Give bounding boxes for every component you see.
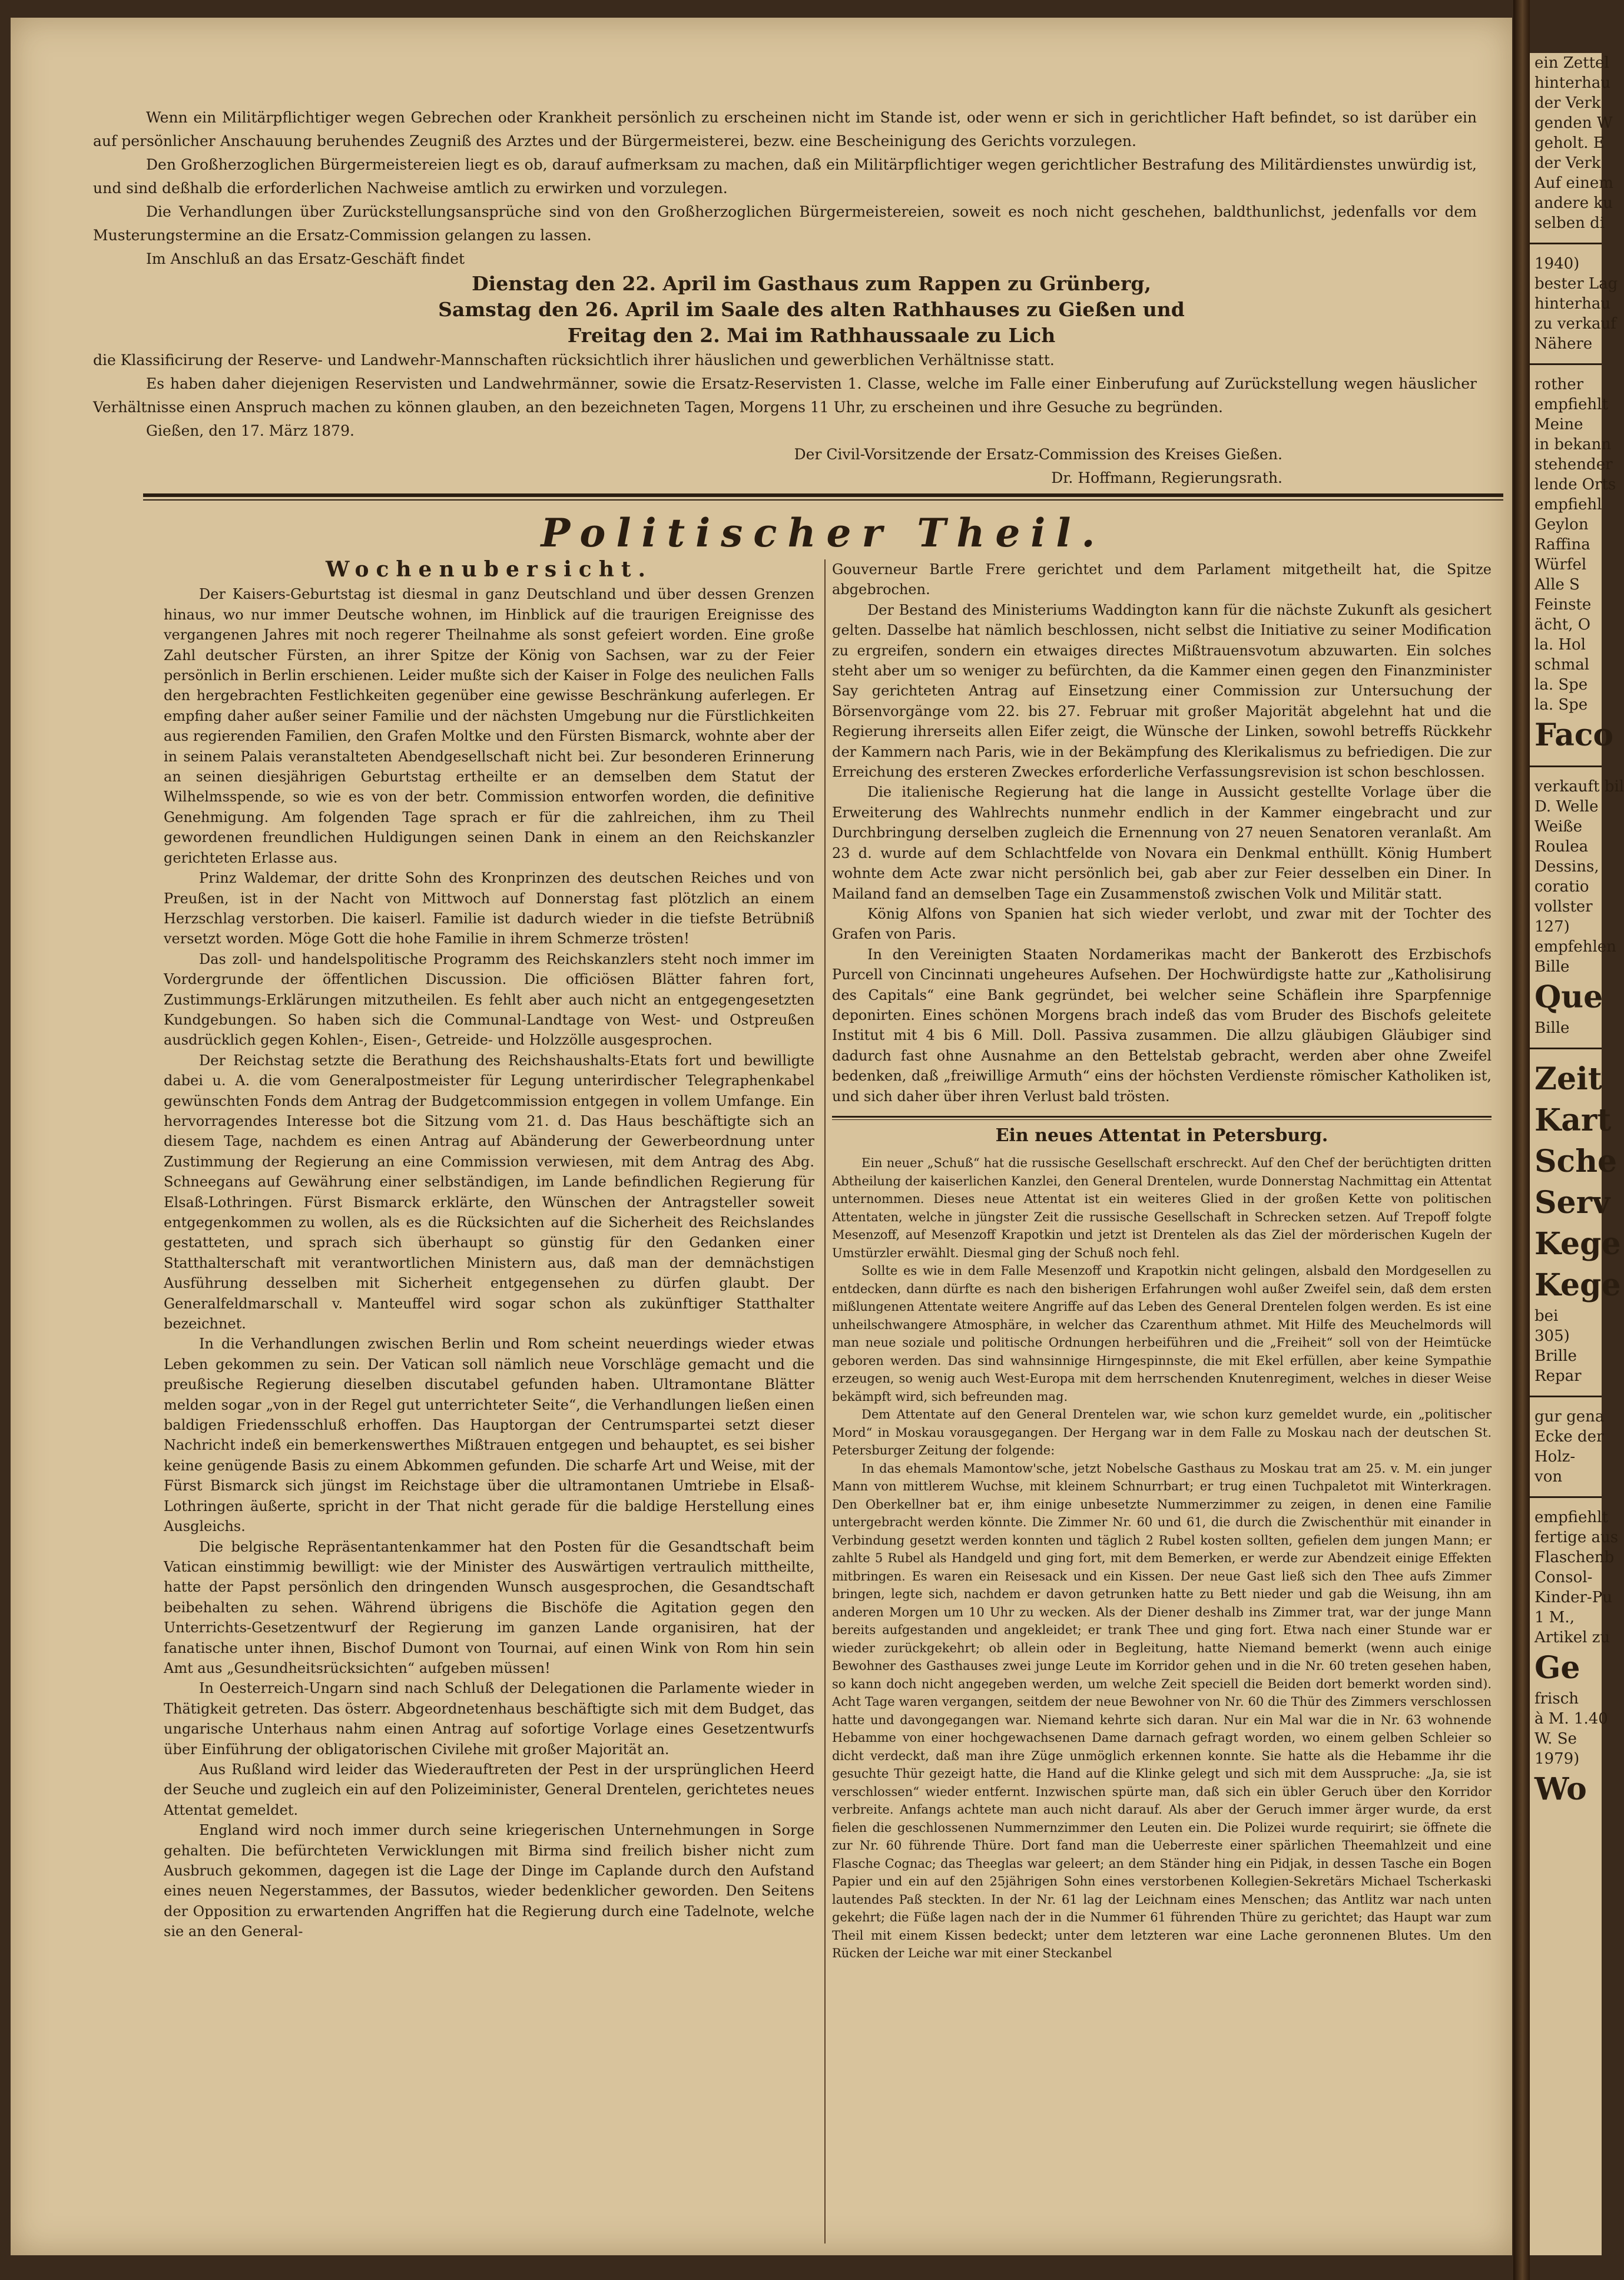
adjacent-page-fragment: Geylon (1534, 516, 1589, 533)
weekly-review-heading: Wochenubersicht. (325, 557, 653, 582)
adjacent-page-fragment: à M. 1.40 (1534, 1710, 1608, 1728)
adjacent-page-fragment: Serv (1534, 1185, 1610, 1221)
adjacent-page-fragment: von (1534, 1468, 1563, 1486)
adjacent-page-fragment: Sche (1534, 1144, 1618, 1179)
adjacent-page-fragment: Bille (1534, 958, 1570, 976)
thick-divider (143, 493, 1503, 497)
weekly-paragraph: Prinz Waldemar, der dritte Sohn des Kronprinzen des deutschen Reiches und von Preußen, ist in der Nacht von Mittwoch auf Donnerstag fast plötzlich an einem Herzschlag verstorben. Die kaiserl. Familie ist dadurch wieder in die tiefste Betrübniß versetzt worden. Möge Gott die hohe Familie in ihrem Schmerze trösten! (164, 870, 814, 947)
adjacent-page-fragment: 127) (1534, 918, 1570, 936)
adjacent-page-fragment: Kege (1534, 1267, 1621, 1303)
weekly-review-column (164, 559, 814, 1942)
adjacent-page-rule (1530, 243, 1602, 244)
adjacent-page-fragment: bei (1534, 1307, 1559, 1325)
weekly-paragraph: Die italienische Regierung hat die lange in Aussicht gestellte Vorlage über die Erweiterung des Wahlrechts nunmehr endlich in der Kammer eingebracht und zur Durchbringung derselben zugleich die Ernennung von 27 neuen Senatoren veranlaßt. Am 23 d. wurde auf dem Schlachtfelde von Novara ein Denkmal enthüllt. König Humbert wohnte dem Acte zwar nicht persönlich bei, gab aber zur Feier desselben ein Diner. In Mailand fand an demselben Tage ein Zusammenstoß zwischen Volk und Militär statt. (832, 784, 1492, 902)
adjacent-page-rule (1530, 1496, 1602, 1498)
adjacent-page-fragment: 305) (1534, 1327, 1570, 1345)
adjacent-page-fragment: Consol- (1534, 1569, 1593, 1586)
notice-classification: die Klassificirung der Reserve- und Landwehr-Mannschaften rücksichtlich ihrer häuslichen und gewerblichen Verhältnisse statt. (93, 352, 1055, 369)
adjacent-page-fragment: stehender (1534, 456, 1613, 473)
adjacent-page-fragment: Kinder-Pu (1534, 1589, 1612, 1606)
adjacent-page-fragment: fertige aus (1534, 1529, 1619, 1546)
weekly-paragraph: England wird noch immer durch seine kriegerischen Unternehmungen in Sorge gehalten. Die befürchteten Verwicklungen mit Birma sind freilich bisher nicht zum Ausbruch gekommen, dagegen ist die Lage der Dinge im Caplande durch den Aufstand eines neuen Negerstammes, der Bassutos, wieder bedenklicher geworden. Den Seitens der Opposition zu erwartenden Angriffen hat die Regierung durch eine Tadelnote, welche sie an den General- (164, 1822, 814, 1940)
weekly-paragraph: Die belgische Repräsentantenkammer hat den Posten für die Gesandtschaft beim Vatican einstimmig bewilligt: wie der Minister des Auswärtigen vertraulich mittheilte, hatte der Papst persönlich den dringenden Wunsch ausgesprochen, die Gesandtschaft beibehalten zu sehen. Während übrigens die Bischöfe die Agitation gegen den Unterrichts-Gesetzentwurf der Regierung im ganzen Lande organisiren, hat der fanatische unter ihnen, Bischof Dumont von Tournai, auf einen Wink von Rom hin sein Amt aus „Gesundheitsrücksichten“ aufgeben müssen! (164, 1538, 814, 1676)
weekly-paragraph: Das zoll- und handelspolitische Programm des Reichskanzlers steht noch immer im Vordergrunde der öffentlichen Discussion. Die officiösen Blätter fahren fort, Zustimmungs-Erklärungen mitzutheilen. Es fehlt aber auch nicht an entgegengesetzten Kundgebungen. So haben sich die Communal-Landtage von West- und Ostpreußen ausdrücklich gegen Kohlen-, Eisen-, Getreide- und Holzzölle ausgesprochen. (164, 950, 814, 1049)
adjacent-page-fragment: Repar (1534, 1367, 1582, 1385)
adjacent-page-fragment: 1940) (1534, 255, 1580, 273)
weekly-paragraph: König Alfons von Spanien hat sich wieder verlobt, und zwar mit der Tochter des Grafen von Paris. (832, 905, 1492, 943)
notice-paragraph: Im Anschluß an das Ersatz-Geschäft findet (146, 250, 465, 267)
adjacent-page-fragment: Feinste (1534, 596, 1592, 614)
weekly-paragraph: Aus Rußland wird leider das Wiederauftreten der Pest in der ursprünglichen Heerd der Seuche und zugleich ein auf den Polizeiminister, General Drentelen, gerichtetes neues Attentat gemeldet. (164, 1761, 814, 1818)
adjacent-page-fragment: Brille (1534, 1347, 1577, 1365)
adjacent-page-fragment: hinterhau (1534, 295, 1611, 313)
adjacent-page-fragment: la. Hol (1534, 636, 1586, 654)
article-divider (832, 1119, 1492, 1120)
adjacent-page-fragment: gur gena (1534, 1408, 1605, 1426)
adjacent-page-fragment: ächt, O (1534, 616, 1591, 634)
adjacent-page-fragment: Würfel (1534, 556, 1587, 574)
official-notice (93, 106, 1477, 490)
adjacent-page-fragment: Meine (1534, 416, 1583, 433)
adjacent-page-fragment: andere ku (1534, 194, 1613, 212)
adjacent-page-fragment: empfiehl (1534, 496, 1602, 513)
adjacent-page-fragment: Auf einem (1534, 174, 1613, 192)
adjacent-page-fragment: selben di (1534, 214, 1605, 232)
adjacent-page-fragment: der Verk (1534, 154, 1601, 172)
article-paragraph: In das ehemals Mamontow'sche, jetzt Nobelsche Gasthaus zu Moskau trat am 25. v. M. ein junger Mann von mittlerem Wuchse, mit kleinem Schnurrbart; er trug einen Tuchpaletot mit Winterkragen. Den Oberkellner bat er, ihm einige unbesetzte Nummerzimmer zu zeigen, in denen eine Familie untergebracht werden könnte. Die Zimmer Nr. 60 und 61, die durch die Zwischenthür mit einander in Verbindung gesetzt werden konnten und täglich 2 Rubel kosten sollten, gefielen dem jungen Mann; er zahlte 5 Rubel als Handgeld und ging fort, mit dem Bemerken, er werde zur Abendzeit einige Effekten mitbringen. Es waren ein Reisesack und ein Kissen. Der neue Gast ließ sich den Thee aufs Zimmer bringen, legte sich, nachdem er davon getrunken hatte zu Bett nieder und gab die Weisung, ihn am anderen Morgen um 10 Uhr zu wecken. Als der Diener deshalb ins Zimmer trat, war der junge Mann bereits aufgestanden und angekleidet; er trank Thee und ging fort. Etwa nach einer Stunde war er wieder zurückgekehrt; ob allein oder in Begleitung, hatte Niemand bemerkt (wenn auch einige Bewohner des Gasthauses zwei junge Leute im Korridor gehen und in die Nr. 60 treten gesehen haben, so kann doch nicht angegeben werden, um welche Zeit speciell die Beiden dort bemerkt worden sind). Acht Tage waren vergangen, seitdem der neue Bewohner von Nr. 60 die Thür des Zimmers verschlossen hatte und davongegangen war. Niemand kehrte sich daran. Nur ein Mal war die in Nr. 63 wohnende Hebamme von einer hochgewachsenen Dame darnach gefragt worden, wo einem gelben Schleier so dicht verdeckt, daß man ihre Züge unmöglich erkennen konnte. Sie hatte als die Hebamme ihr die gesuchte Thür gezeigt hatte, die Hand auf die Klinke gelegt und sich mit dem Ausspruche: „Ja, sie ist verschlossen“ wieder entfernt. Inzwischen spürte man, daß sich ein übler Geruch über den Korridor verbreite. Anfangs achtete man auch nicht darauf. Als aber der Geruch immer ärger wurde, da erst fielen die geschlossenen Nummernzimmer den Leuten ein. Die Polizei wurde requirirt; sie öffnete die zur Nr. 60 führende Thüre. Dort fand man die Ueberreste einer spärlichen Theemahlzeit und eine Flasche Cognac; das Theeglas war geleert; an dem Ständer hing ein Pidjak, in dessen Tasche ein Bogen Papier und ein auf den 25jährigen Sohn eines verstorbenen Kollegien-Sekretärs Michael Tscherkaski lautendes Paß steckten. In der Nr. 61 lag der Leichnam eines Menschen; das Antlitz war nach unten gekehrt; die Füße lagen nach der in die Nummer 61 führenden Thüre zu gerichtet; das Haupt war zum Theil mit einem Kissen bedeckt; unter dem letzteren war eine Lache geronnenen Blutes. Um den Rücken der Leiche war mit einer Steckanbel (832, 1461, 1492, 1961)
adjacent-page-fragment: Zeit (1534, 1061, 1602, 1097)
weekly-paragraph: In Oesterreich-Ungarn sind nach Schluß der Delegationen die Parlamente wieder in Thätigkeit getreten. Das österr. Abgeordnetenhaus beschäftigte sich mit dem Budget, das ungarische Unterhaus nahm einen Antrag auf sofortige Vorlage eines Gesetzentwurfs über Einführung der obligatorischen Civilehe mit großer Majorität an. (164, 1680, 814, 1758)
adjacent-page-fragment: Wo (1534, 1771, 1587, 1807)
adjacent-page-fragment: der Verk (1534, 94, 1601, 112)
notice-paragraph: Wenn ein Militärpflichtiger wegen Gebrechen oder Krankheit persönlich zu erscheinen nicht im Stande ist, oder wenn er sich in gerichtlicher Haft befindet, so ist darüber ein auf persönlicher Anschauung beruhendes Zeugniß des Arztes und der Bürgermeisterei, bezw. eine Bescheinigung des Gerichts vorzulegen. (93, 109, 1477, 150)
adjacent-page-fragment: geholt. E (1534, 134, 1605, 152)
article-paragraph: Ein neuer „Schuß“ hat die russische Gesellschaft erschreckt. Auf den Chef der berüchtigten dritten Abtheilung der kaiserlichen Kanzlei, den General Drentelen, wurde Donnerstag Nachmittag ein Attentat unternommen. Dieses neue Attentat ist ein weiteres Glied in der großen Kette von politischen Attentaten, welche in jüngster Zeit die russische Gesellschaft in Schrecken setzen. Auf Trepoff folgte Mesenzoff, auf Mesenzoff Krapotkin und jetzt ist Drentelen als das Ziel der mörderischen Kugeln der Umstürzler erwählt. Diesmal ging der Schuß noch fehl. (832, 1156, 1492, 1260)
weekly-paragraph: Gouverneur Bartle Frere gerichtet und dem Parlament mitgetheilt hat, die Spitze abgebrochen. (832, 561, 1492, 598)
weekly-paragraph: In den Vereinigten Staaten Nordamerikas macht der Bankerott des Erzbischofs Purcell von Cincinnati ungeheures Aufsehen. Der Hochwürdigste hatte zur „Katholisirung des Capitals“ eine Bank gegründet, bei welcher seine Schäflein ihre Sparpfennige deponirten. Eines schönen Morgens brach indeß das vom Bruder des Bischofs geleitete Institut mit 4 bis 6 Mill. Doll. Passiva zusammen. Die allzu gläubigen Gläubiger sind dadurch fast ohne Ausnahme an den Bettelstab gebracht, werden aber ohne Zweifel bedenken, daß „freiwillige Armuth“ eins der höchsten Verdienste römischer Katholiken ist, und sich daher über ihren Verlust bald trösten. (832, 946, 1492, 1105)
adjacent-page-fragment: hinterhau (1534, 74, 1611, 92)
adjacent-page-fragment: empfiehlt (1534, 396, 1608, 413)
adjacent-page-rule (1530, 765, 1602, 767)
adjacent-page (1530, 53, 1624, 2255)
article-paragraph: Dem Attentate auf den General Drentelen war, wie schon kurz gemeldet wurde, ein „politischer Mord“ in Moskau vorausgegangen. Der Hergang war in dem Falle zu Moskau nach der deutschen St. Petersburger Zeitung der folgende: (832, 1407, 1492, 1458)
adjacent-page-fragment: lende Orts (1534, 476, 1616, 493)
adjacent-page-fragment: Flaschenb (1534, 1549, 1615, 1566)
adjacent-page-fragment: Alle S (1534, 576, 1580, 594)
adjacent-page-fragment: coratio (1534, 878, 1589, 896)
adjacent-page-fragment: zu verkauf (1534, 315, 1616, 333)
right-column (832, 559, 1492, 1963)
adjacent-page-fragment: Roulea (1534, 838, 1589, 856)
book-binding (1513, 0, 1530, 2280)
adjacent-page-rule (1530, 1396, 1602, 1397)
weekly-paragraph: Der Bestand des Ministeriums Waddington kann für die nächste Zukunft als gesichert gelten. Dasselbe hat nämlich beschlossen, nicht selbst die Initiative zu seiner Modification zu ergreifen, sondern ein etwaiges directes Mißtrauensvotum abzuwarten. Ein solches steht aber um so weniger zu befürchten, da die Kammer einen gegen den Finanzminister Say gerichteten Antrag auf Einsetzung einer Commission zur Untersuchung der Börsenvorgänge vom 22. bis 27. Februar mit großer Majorität abgelehnt hat und die Regierung ihrerseits allen Eifer zeigt, die Wünsche der Linken, sowohl betreffs Rückkehr der Kammern nach Paris, wie in der Bekämpfung des Klerikalismus zu befriedigen. Die zur Erreichung des ersteren Zweckes erforderliche Verfassungsrevision ist schon beschlossen. (832, 601, 1492, 781)
adjacent-page-fragment: la. Spe (1534, 696, 1588, 714)
notice-invitation: Es haben daher diejenigen Reservisten und Landwehrmänner, sowie die Ersatz-Reservisten 1. Classe, welche im Falle einer Einberufung auf Zurückstellung wegen häuslicher Verhältnisse einen Anspruch machen zu können glauben, an den bezeichneten Tagen, Morgens 11 Uhr, zu erscheinen und ihre Gesuche zu begründen. (93, 375, 1477, 416)
notice-date: Freitag den 2. Mai im Rathhaussaale zu Lich (567, 324, 1056, 347)
adjacent-page-fragment: schmal (1534, 656, 1590, 674)
article-divider (832, 1116, 1492, 1118)
weekly-paragraph: In die Verhandlungen zwischen Berlin und Rom scheint neuerdings wieder etwas Leben gekommen zu sein. Der Vatican soll nämlich neue Vorschläge gemacht und die preußische Regierung dieselben discutabel gefunden haben. Ultramontane Blätter melden sogar „von in der Regel gut unterrichteter Seite“, die Verhandlungen ließen einen baldigen Friedensschluß erhoffen. Das Hauptorgan der Centrumspartei setzt dieser Nachricht indeß ein bemerkenswerthes Mißtrauen entgegen und behauptet, es sei bisher keine genügende Basis zu einem Abkommen gefunden. Die scharfe Art und Weise, mit der Fürst Bismarck sich jüngst im Reichstage über die ultramontanen Umtriebe in Elsaß-Lothringen äußerte, spricht in der That nicht gerade für die baldige Herstellung eines Ausgleichs. (164, 1335, 814, 1535)
adjacent-page-fragment: Kege (1534, 1226, 1621, 1262)
adjacent-page-fragment: Raffina (1534, 536, 1590, 554)
adjacent-page-fragment: Bille (1534, 1019, 1570, 1037)
article-body (832, 1154, 1492, 1963)
section-title: Politischer Theil. (541, 510, 1106, 556)
notice-signature: Dr. Hoffmann, Regierungsrath. (1051, 469, 1282, 486)
notice-paragraph: Den Großherzoglichen Bürgermeistereien liegt es ob, darauf aufmerksam zu machen, daß ein Militärpflichtiger wegen gerichtlicher Bestrafung des Militärdienstes unwürdig ist, und sind deßhalb die erforderlichen Nachweise amtlich zu erwirken und vorzulegen. (93, 156, 1477, 197)
adjacent-page-fragment: Holz- (1534, 1448, 1576, 1466)
adjacent-page-fragment: Dessins, (1534, 858, 1599, 876)
weekly-paragraph: Der Kaisers-Geburtstag ist diesmal in ganz Deutschland und über dessen Grenzen hinaus, wo nur immer Deutsche wohnen, im Hinblick auf die traurigen Ereignisse des vergangenen Jahres mit noch regerer Theilnahme als sonst gefeiert worden. Eine große Zahl deutscher Fürsten, an ihrer Spitze der König von Sachsen, war zu der Feier persönlich in Berlin erschienen. Leider mußte sich der Kaiser in Folge des neulichen Falls den hergebrachten Festlichkeiten gegenüber eine gewisse Beschränkung auferlegen. Er empfing daher außer seiner Familie und der nächsten Umgebung nur die Fürstlichkeiten aus regierenden Familien, den Grafen Moltke und den Fürsten Bismarck, wohnte aber der in seinem Palais veranstalteten Abendgesellschaft nicht bei. Zur besonderen Erinnerung an seinen diesjährigen Geburtstag ertheilte er an demselben dem Statut der Wilhelmsspende, so wie es von der betr. Commission entworfen worden, die definitive Genehmigung. Am folgenden Tage sprach er für die zahlreichen, ihm zu Theil gewordenen freundlichen Huldigungen seinen Dank in einem an den Reichskanzler gerichteten Erlasse aus. (164, 586, 814, 866)
column-divider (824, 559, 826, 2243)
adjacent-page-fragment: D. Welle (1534, 798, 1599, 816)
adjacent-page-fragment: la. Spe (1534, 676, 1588, 694)
notice-signature: Der Civil-Vorsitzende der Ersatz-Commission des Kreises Gießen. (794, 446, 1282, 463)
notice-date: Samstag den 26. April im Saale des alten Rathhauses zu Gießen und (438, 298, 1185, 321)
adjacent-page-fragment: Artikel zu (1534, 1629, 1610, 1646)
adjacent-page-fragment: Ecke der (1534, 1428, 1604, 1446)
adjacent-page-fragment: W. Se (1534, 1730, 1577, 1748)
adjacent-page-fragment: bester Lag (1534, 275, 1618, 293)
adjacent-page-fragment: rother (1534, 376, 1584, 393)
adjacent-page-fragment: 1979) (1534, 1750, 1580, 1768)
article-paragraph: Sollte es wie in dem Falle Mesenzoff und Krapotkin nicht gelingen, alsbald den Mordgesellen zu entdecken, dann dürfte es nach den bisherigen Erfahrungen wohl außer Zweifel sein, daß dem ersten mißlungenen Attentate weitere Angriffe auf das Leben des General Drentelen folgen werden. Es ist eine unheilschwangere Atmosphäre, in welcher das Czarenthum athmet. Mit Hilfe des Meuchelmords will man neue soziale und politische Ordnungen herbeiführen und die „Freiheit“ soll von der Heimtücke geboren werden. Das sind wahnsinnige Hirngespinnste, die mit Ekel erfüllen, aber keine Sympathie erzeugen, so wenig auch West-Europa mit dem herrschenden Knutenregiment, welches in dieser Weise bekämpft wird, sich befreunden mag. (832, 1264, 1492, 1404)
adjacent-page-fragment: ein Zettel (1534, 54, 1609, 72)
newspaper-page (11, 18, 1512, 2255)
adjacent-page-fragment: empfiehlt (1534, 1509, 1608, 1526)
thin-divider (143, 499, 1503, 501)
adjacent-page-fragments (1530, 53, 1624, 1810)
article-heading: Ein neues Attentat in Petersburg. (995, 1125, 1328, 1146)
notice-place-date: Gießen, den 17. März 1879. (146, 422, 354, 439)
adjacent-page-fragment: Ge (1534, 1650, 1580, 1686)
adjacent-page-fragment: Que (1534, 979, 1603, 1015)
weekly-paragraph: Der Reichstag setzte die Berathung des Reichshaushalts-Etats fort und bewilligte dabei u. A. die vom Generalpostmeister für Legung unterirdischer Telegraphenkabel gewünschten Fonds dem Antrag der Budgetcommission entgegen in vollem Umfange. Ein hervorragendes Interesse bot die Sitzung vom 21. d. Das Haus beschäftigte sich an diesem Tage, nachdem es einen Antrag auf Abänderung der Gewerbeordnung unter Zustimmung der Regierung an eine Commission verwiesen, mit dem Antrag des Abg. Schneegans auf Gewährung einer selbständigen, im Lande befindlichen Regierung für Elsaß-Lothringen. Fürst Bismarck erklärte, den Wünschen der Antragsteller soweit entgegenkommen zu wollen, als es die Rücksichten auf die Sicherheit des Reichslandes gestatteten, und sprach sich überhaupt so günstig für den Gedanken einer Statthalterschaft mit verantwortlichen Ministern aus, daß man der demnächstigen Ausführung desselben mit Sicherheit entgegensehen zu dürfen glaubt. Der Generalfeldmarschall v. Manteuffel wird sogar schon als zukünftiger Statthalter bezeichnet. (164, 1052, 814, 1333)
adjacent-page-fragment: 1 M., (1534, 1609, 1575, 1626)
adjacent-page-fragment: empfehlen (1534, 938, 1616, 956)
adjacent-page-rule (1530, 363, 1602, 365)
adjacent-page-fragment: in bekann (1534, 436, 1612, 453)
adjacent-page-fragment: verkauft bil (1534, 778, 1624, 796)
adjacent-page-fragment: genden W (1534, 114, 1613, 132)
adjacent-page-rule (1530, 1048, 1602, 1049)
adjacent-page-fragment: Kart (1534, 1102, 1612, 1138)
notice-paragraph: Die Verhandlungen über Zurückstellungsansprüche sind von den Großherzoglichen Bürgermeistereien, soweit es noch nicht geschehen, baldthunlichst, jedenfalls vor dem Musterungstermine an die Ersatz-Commission gelangen zu lassen. (93, 203, 1477, 244)
notice-date: Dienstag den 22. April im Gasthaus zum Rappen zu Grünberg, (472, 272, 1151, 295)
adjacent-page-fragment: vollster (1534, 898, 1593, 916)
adjacent-page-fragment: Faco (1534, 717, 1614, 753)
adjacent-page-fragment: frisch (1534, 1690, 1579, 1708)
adjacent-page-fragment: Nähere (1534, 335, 1593, 353)
adjacent-page-fragment: Weiße (1534, 818, 1583, 836)
